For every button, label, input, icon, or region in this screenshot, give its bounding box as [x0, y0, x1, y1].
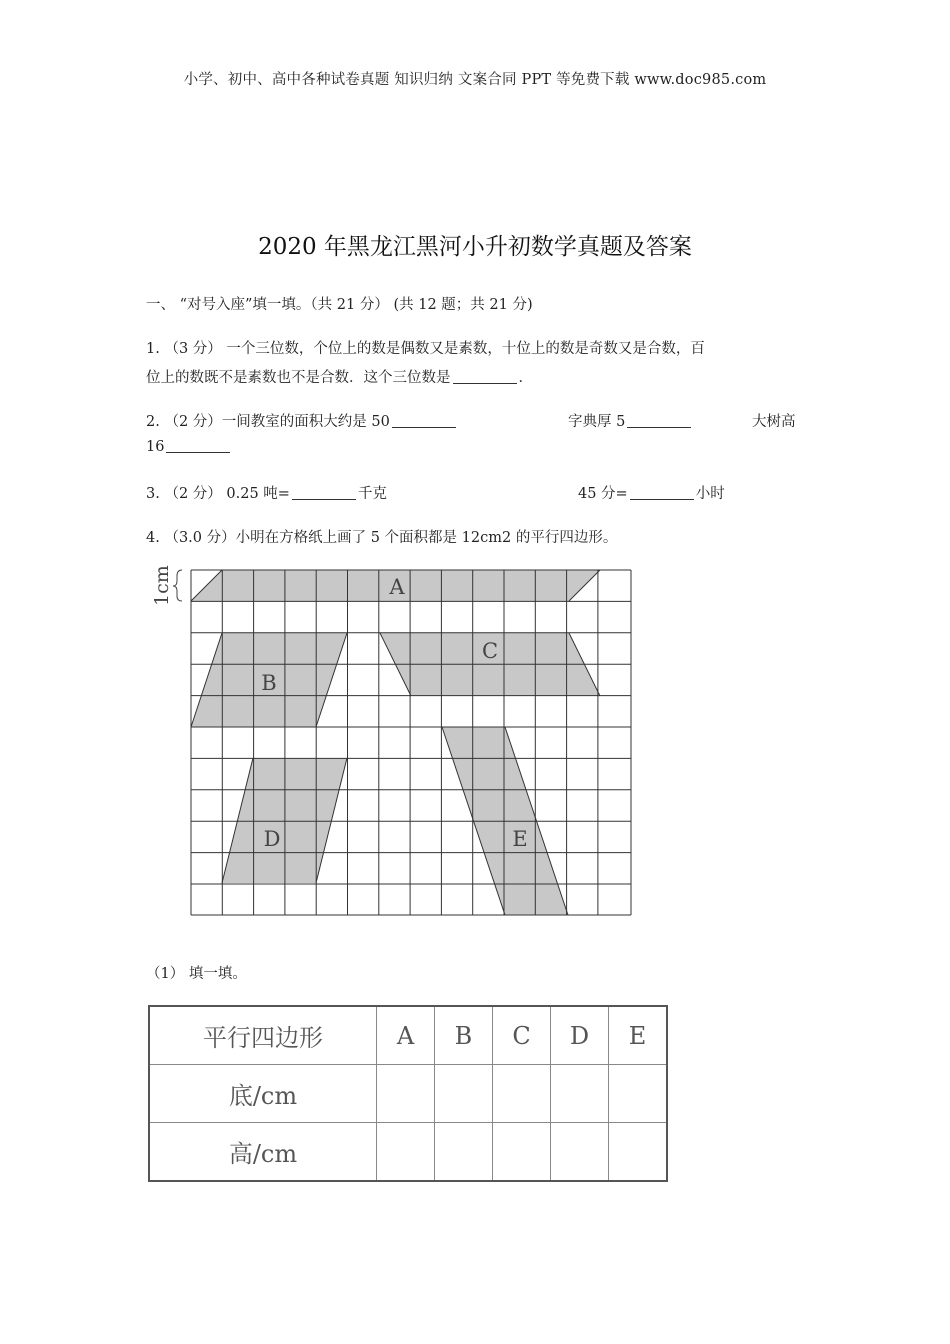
answer-blank[interactable]	[630, 485, 694, 500]
answer-cell[interactable]	[377, 1123, 435, 1182]
answer-blank[interactable]	[627, 413, 691, 428]
question-3-part-1	[146, 482, 387, 503]
section-heading: 一、 “对号入座”填一填。（共 21 分） (共 12 题；共 21 分)	[146, 297, 533, 313]
answer-blank[interactable]	[292, 485, 356, 500]
answer-cell[interactable]	[609, 1065, 668, 1123]
header-cell-d: D	[551, 1006, 609, 1065]
question-2-text-1: 2. （2 分）一间教室的面积大约是 50	[146, 414, 390, 430]
question-2-part-1	[146, 410, 458, 431]
answer-cell[interactable]	[551, 1065, 609, 1123]
question-3-part-2	[578, 482, 725, 503]
question-2-line-2	[146, 438, 232, 455]
question-4-text: 4. （3.0 分）小明在方格纸上画了 5 个面积都是 12cm2 的平行四边形。	[146, 530, 618, 546]
parallelogram-shapes	[191, 570, 600, 915]
header-cell-c: C	[493, 1006, 551, 1065]
answer-cell[interactable]	[435, 1123, 493, 1182]
answer-table	[148, 1005, 668, 1182]
sub-question-1: （1） 填一填。	[146, 966, 247, 982]
question-2-text-2: 字典厚 5	[568, 414, 626, 430]
answer-blank[interactable]	[453, 369, 517, 384]
question-3-text-2: 45 分=	[578, 486, 628, 502]
parallelogram-grid-figure	[150, 560, 640, 925]
question-3-text-1: 3. （2 分） 0.25 吨=	[146, 486, 290, 502]
page-title: 2020 年黑龙江黑河小升初数学真题及答案	[258, 234, 692, 260]
answer-cell[interactable]	[493, 1123, 551, 1182]
table-row-height	[149, 1123, 667, 1182]
question-1-line-2	[146, 366, 533, 387]
header-cell-b: B	[435, 1006, 493, 1065]
label-d: D	[263, 827, 281, 851]
answer-blank[interactable]	[392, 413, 456, 428]
label-a: A	[389, 575, 405, 599]
scale-brace	[173, 570, 182, 601]
answer-cell[interactable]	[377, 1065, 435, 1123]
table-row-base	[149, 1065, 667, 1123]
row-label-height: 高/cm	[149, 1123, 377, 1182]
label-c: C	[481, 639, 499, 663]
question-1-line-1: 1. （3 分） 一个三位数，个位上的数是偶数又是素数，十位上的数是奇数又是合数，百	[146, 341, 705, 357]
question-2-part-3: 大树高	[752, 414, 796, 430]
table-header-row	[149, 1006, 667, 1065]
answer-cell[interactable]	[493, 1065, 551, 1123]
answer-blank[interactable]	[166, 438, 230, 453]
header-cell-shape: 平行四边形	[149, 1006, 377, 1065]
answer-cell[interactable]	[609, 1123, 668, 1182]
label-e: E	[512, 827, 528, 851]
question-3-unit-2: 小时	[695, 486, 725, 502]
question-1-period: ．	[518, 370, 533, 386]
answer-cell[interactable]	[435, 1065, 493, 1123]
question-2-text-3: 16	[146, 439, 165, 455]
question-3-unit-1: 千克	[357, 486, 387, 502]
header-watermark: 小学、初中、高中各种试卷真题 知识归纳 文案合同 PPT 等免费下载 www.doc985.com	[183, 72, 767, 88]
question-1-text: 位上的数既不是素数也不是合数．这个三位数是	[146, 370, 451, 386]
question-2-part-2	[568, 410, 693, 431]
scale-indicator	[151, 565, 182, 606]
label-b: B	[261, 671, 277, 695]
row-label-base: 底/cm	[149, 1065, 377, 1123]
scale-label: 1cm	[151, 565, 173, 606]
header-cell-e: E	[609, 1006, 668, 1065]
answer-cell[interactable]	[551, 1123, 609, 1182]
header-cell-a: A	[377, 1006, 435, 1065]
